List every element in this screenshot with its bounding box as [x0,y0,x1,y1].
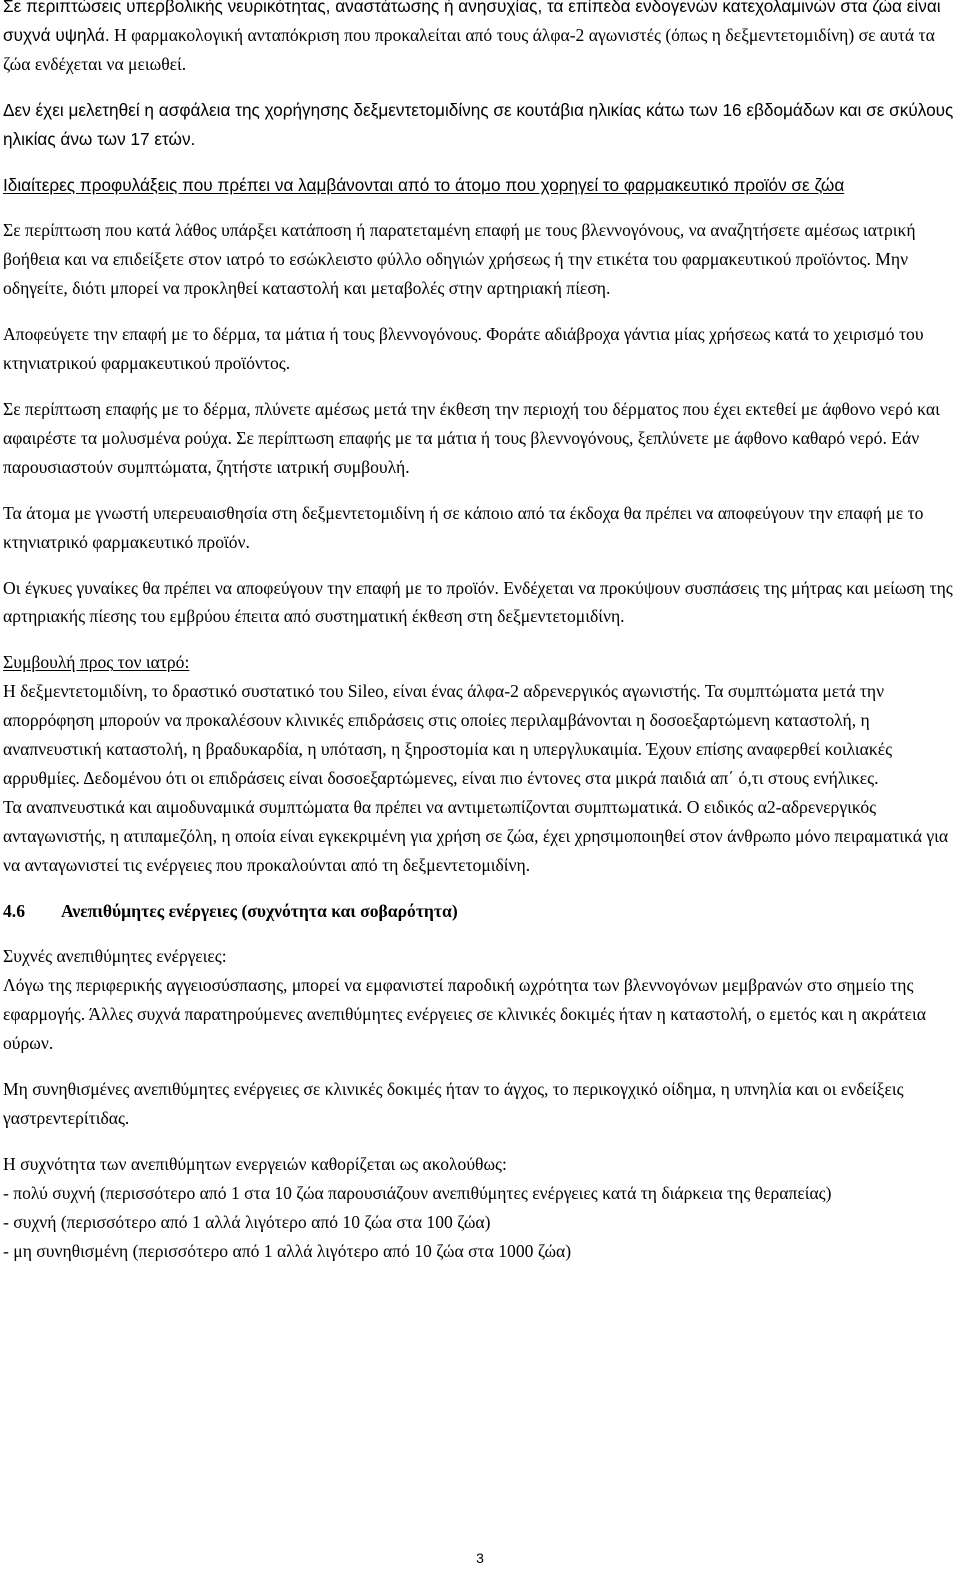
frequency-list [3,1179,957,1266]
precaution-paragraph: Τα άτομα με γνωστή υπερευαισθησία στη δεξμεντετομιδίνη ή σε κάποιο από τα έκδοχα θα πρέπει να αποφεύγουν την επαφή με το κτηνιατρικό φαρμακευτικό προϊόν. [3,502,924,552]
precaution-paragraph: Αποφεύγετε την επαφή με το δέρμα, τα μάτια ή τους βλεννογόνους. Φοράτε αδιάβροχα γάντια μίας χρήσεως κατά το χειρισμό του κτηνιατρικού φαρμακευτικού προϊόντος. [3,324,924,374]
frequency-list-item: - συχνή (περισσότερο από 1 αλλά λιγότερο από 10 ζώα στα 100 ζώα) [3,1211,491,1232]
precautions-heading: Ιδιαίτερες προφυλάξεις που πρέπει να λαμβάνονται από το άτομο που χορηγεί το φαρμακευτικό προϊόν σε ζώα [3,174,845,195]
section-number: 4.6 [3,900,25,921]
doctor-advice-label [3,648,957,677]
frequent-effects-text: Λόγω της περιφερικής αγγειοσύσπασης, μπορεί να εμφανιστεί παροδική ωχρότητα των βλεννογόνων μεμβρανών στο σημείο της εφαρμογής. Άλλες συχνά παρατηρούμενες ανεπιθύμητες ενέργειες σε κλινικές δοκιμές ήταν η καταστολή, ο εμετός και η ακράτεια ούρων. [3,975,926,1054]
section-heading [3,897,957,926]
precaution-paragraph: Σε περίπτωση που κατά λάθος υπάρξει κατάποση ή παρατεταμένη επαφή με τους βλεννογόνους, να αναζητήσετε αμέσως ιατρική βοήθεια και να επιδείξετε στον ιατρό το εσώκλειστο φύλλο οδηγιών χρήσεως ή την ετικέτα του φαρμακευτικού προϊόντος. Μην οδηγείτε, διότι μπορεί να προκληθεί καταστολή και μεταβολές στην αρτηριακή πίεση. [3,220,916,299]
frequency-intro: Η συχνότητα των ανεπιθύμητων ενεργειών καθορίζεται ως ακολούθως: [3,1153,507,1174]
page-number: 3 [476,1550,484,1566]
frequency-list-item: - πολύ συχνή (περισσότερο από 1 στα 10 ζώα παρουσιάζουν ανεπιθύμητες ενέργειες κατά τη διάρκεια της θεραπείας) [3,1182,832,1203]
doctor-advice-paragraph-2: Τα αναπνευστικά και αιμοδυναμικά συμπτώματα θα πρέπει να αντιμετωπίζονται συμπτωματικά. Ο ειδικός α2-αδρενεργικός ανταγωνιστής, η ατιπαμεζόλη, η οποία είναι εγκεκριμένη για χρήση σε ζώα, έχει χρησιμοποιηθεί στον άνθρωπο μόνο πειραματικά για να ανταγωνιστεί τις ενέργειες που προκαλούνται από τη δεξμεντετομιδίνη. [3,796,949,875]
intro-sentence-1: Σε περιπτώσεις υπερβολικής νευρικότητας, αναστάτωσης ή ανησυχίας, τα επίπεδα ενδογενών κατεχολαμινών στα ζώα είναι συχνά υψηλά. [3,0,941,45]
intro-sentence-2: Η φαρμακολογική ανταπόκριση που προκαλείται από τους άλφα-2 αγωνιστές (όπως η δεξμεντετομιδίνη) σε αυτά τα ζώα ενδέχεται να μειωθεί. [3,24,935,74]
precaution-paragraph: Οι έγκυες γυναίκες θα πρέπει να αποφεύγουν την επαφή με το προϊόν. Ενδέχεται να προκύψουν συσπάσεις της μήτρας και μείωση της αρτηριακής πίεσης του εμβρύου έπειτα από συστηματική έκθεση στη δεξμεντετομιδίνη. [3,577,953,627]
safety-note: Δεν έχει μελετηθεί η ασφάλεια της χορήγησης δεξμεντετομιδίνης σε κουτάβια ηλικίας κάτω των 16 εβδομάδων και σε σκύλους ηλικίας άνω των 17 ετών. [3,99,954,149]
doctor-advice-label-text: Συμβουλή προς τον ιατρό: [3,652,190,673]
uncommon-effects-text: Μη συνηθισμένες ανεπιθύμητες ενέργειες σε κλινικές δοκιμές ήταν το άγχος, το περικογχικό οίδημα, η υπνηλία και οι ενδείξεις γαστρεντερίτιδας. [3,1079,904,1128]
frequent-effects-label: Συχνές ανεπιθύμητες ενέργειες: [3,946,227,967]
frequency-list-item: - μη συνηθισμένη (περισσότερο από 1 αλλά λιγότερο από 10 ζώα στα 1000 ζώα) [3,1240,572,1261]
intro-paragraph [3,0,957,79]
section-title: Ανεπιθύμητες ενέργειες (συχνότητα και σοβαρότητα) [61,900,458,921]
doctor-advice-paragraph-1: Η δεξμεντετομιδίνη, το δραστικό συστατικό του Sileo, είναι ένας άλφα-2 αδρενεργικός αγωνιστής. Τα συμπτώματα μετά την απορρόφηση μπορούν να προκαλέσουν κλινικές επιδράσεις στις οποίες περιλαμβάνονται η δοσοεξαρτώμενη καταστολή, η αναπνευστική καταστολή, η βραδυκαρδία, η υπόταση, η ξηροστομία και η υπεργλυκαιμία. Έχουν επίσης αναφερθεί κοιλιακές αρρυθμίες. Δεδομένου ότι οι επιδράσεις είναι δοσοεξαρτώμενες, είναι πιο έντονες στα μικρά παιδιά απ΄ ό,τι στους ενήλικες. [3,681,893,788]
document-page [3,0,957,1266]
precaution-paragraph: Σε περίπτωση επαφής με το δέρμα, πλύνετε αμέσως μετά την έκθεση την περιοχή του δέρματος που έχει εκτεθεί με άφθονο νερό και αφαιρέστε τα μολυσμένα ρούχα. Σε περίπτωση επαφής με τα μάτια ή τους βλεννογόνους, ξεπλύνετε με άφθονο καθαρό νερό. Εάν παρουσιαστούν συμπτώματα, ζητήστε ιατρική συμβουλή. [3,398,940,477]
